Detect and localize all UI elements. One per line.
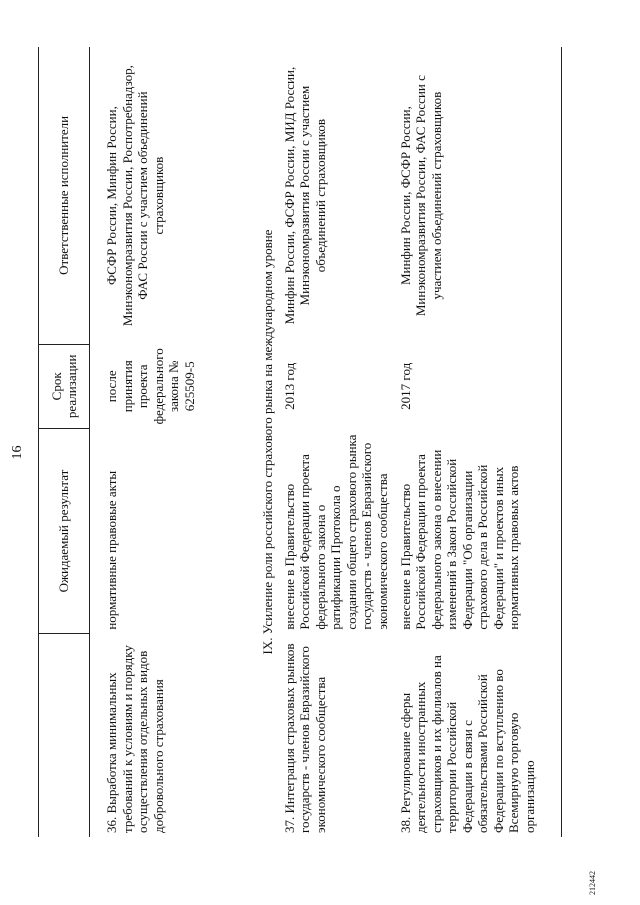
- row-executors: ФСФР России, Минфин России, Минэкономразвития России, Роспотребнадзор, ФАС России с участием объединений страховщиков: [104, 65, 166, 327]
- row-task: 37. Интеграция страховых рынков государств - членов Евразийского экономического сообщества: [281, 643, 328, 833]
- document-id: 212442: [588, 871, 597, 895]
- row-executors: Минфин России, ФСФР России, МИД России, Минэкономразвития России с участием объединений страховщиков: [281, 66, 328, 325]
- row-term: 2017 год: [395, 344, 562, 428]
- row-result: внесение в Правительство Российской Федерации проекта федерального закона о внесении изменений в Закон Российской Федерации "Об организации страхового дела в Российской Федерации" и проектов иных нормативных правовых актов: [395, 428, 562, 633]
- row-task: 38. Регулирование сферы деятельности иностранных страховщиков и их филиалов на территории Российской Федерации в связи с обязательствами Российской Федерации по вступлению во Всемирную торговую организацию: [395, 634, 562, 837]
- plan-table: [38, 47, 562, 837]
- row-term: 2013 год: [281, 362, 297, 410]
- section-row: [257, 47, 279, 837]
- section-heading: IX. Усиление роли российского страхового рынка на международном уровне: [260, 229, 275, 655]
- header-task: [39, 634, 90, 837]
- table-row: [90, 47, 258, 837]
- table-header-row: [39, 47, 90, 837]
- header-term: Срок реализации: [39, 344, 90, 428]
- header-executors: Ответственные исполнители: [39, 47, 90, 344]
- page-number: 16: [10, 445, 25, 460]
- row-result: нормативные правовые акты: [104, 470, 119, 630]
- table-row: [279, 47, 395, 837]
- table-row: [395, 47, 562, 837]
- row-result: внесение в Правительство Российской Федерации проекта федерального закона о ратификации Протокола о создании общего страхового рынка государств - членов Евразийского экономического сообщества: [281, 434, 390, 630]
- row-task: 36. Выработка минимальных требований к условиям и порядку осуществления отдельных видов добровольного страхования: [104, 645, 166, 833]
- row-term: после принятия проекта федерального закона № 625509-5: [104, 348, 197, 425]
- header-result: Ожидаемый результат: [39, 428, 90, 633]
- row-executors: Минфин России, ФСФР России, Минэкономразвития России, ФАС России с участием объединений страховщиков: [395, 47, 562, 344]
